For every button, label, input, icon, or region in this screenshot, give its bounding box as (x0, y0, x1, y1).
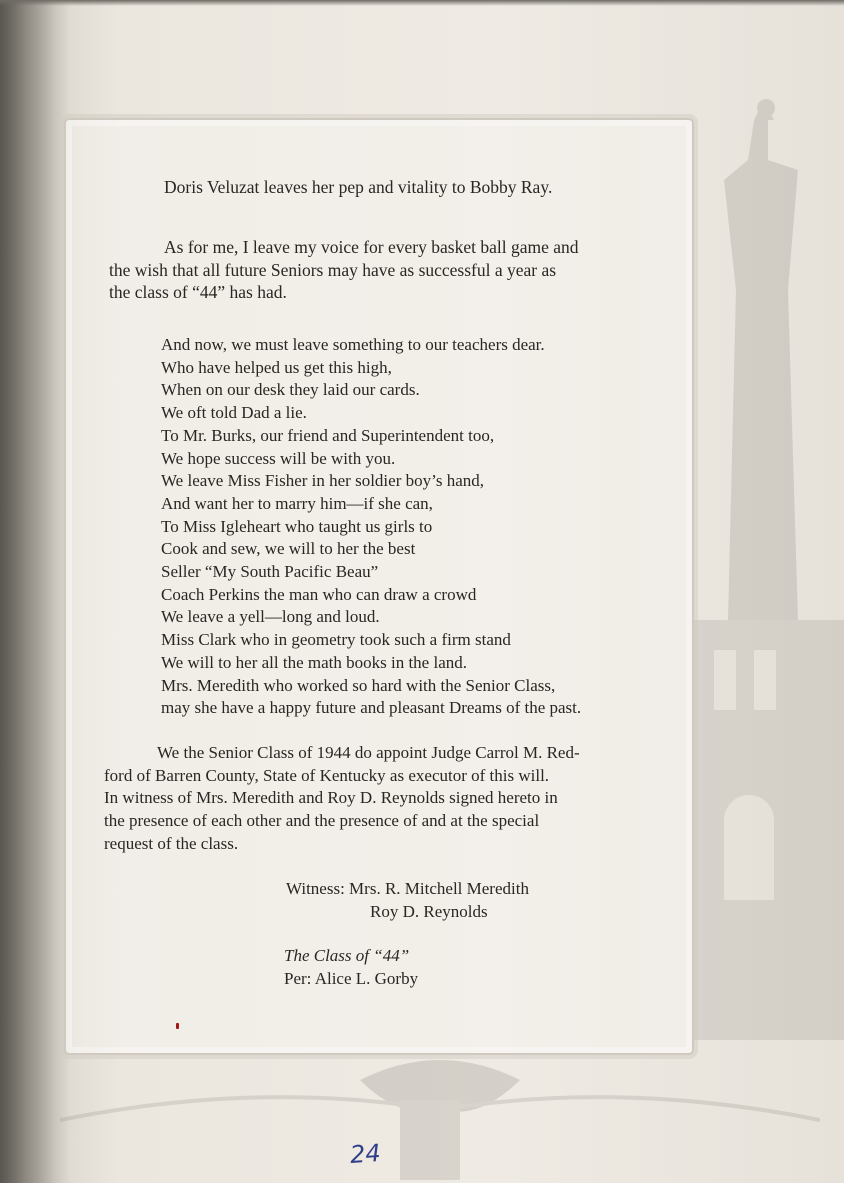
paragraph-line: request of the class. (104, 833, 239, 853)
poem-line: When on our desk they laid our cards. (161, 380, 420, 400)
paragraph-line: the wish that all future Seniors may have as successful a year as (109, 259, 557, 280)
poem-line: Cook and sew, we will to her the best (161, 539, 416, 559)
class-signature-line: The Class of “44” (284, 946, 410, 965)
teachers-poem (161, 334, 581, 720)
doris-veluzat-paragraph (164, 176, 552, 199)
poem-line: And want her to marry him—if she can, (161, 493, 433, 513)
signoff-block (284, 945, 418, 990)
poem-line: may she have a happy future and pleasant Dreams of the past. (161, 698, 582, 718)
poem-line: To Mr. Burks, our friend and Superintendent too, (161, 425, 495, 445)
paragraph-line: In witness of Mrs. Meredith and Roy D. Reynolds signed hereto in (104, 788, 558, 808)
poem-line: We leave a yell—long and loud. (161, 607, 380, 627)
poem-line: We oft told Dad a lie. (161, 403, 307, 423)
poem-line: Coach Perkins the man who can draw a crowd (161, 584, 477, 604)
witness-block (286, 878, 529, 923)
poem-line: To Miss Igleheart who taught us girls to (161, 516, 433, 536)
book-spine-shadow (0, 0, 70, 1183)
voice-bequest-paragraph (109, 236, 579, 304)
witness-line: Roy D. Reynolds (370, 901, 488, 921)
paragraph-line: the class of “44” has had. (109, 282, 287, 302)
poem-line: Seller “My South Pacific Beau” (161, 562, 379, 582)
poem-line: We leave Miss Fisher in her soldier boy’s hand, (161, 471, 484, 491)
paragraph-line: We the Senior Class of 1944 do appoint Judge Carrol M. Red- (157, 743, 580, 762)
per-signature-line: Per: Alice L. Gorby (284, 968, 419, 988)
poem-line: Mrs. Meredith who worked so hard with the Senior Class, (161, 675, 556, 695)
poem-line: We will to her all the math books in the land. (161, 652, 467, 672)
paragraph-line: As for me, I leave my voice for every basket ball game and (164, 237, 579, 257)
paragraph-line: ford of Barren County, State of Kentucky as executor of this will. (104, 765, 550, 785)
paragraph-line: the presence of each other and the presence of and at the special (104, 811, 540, 831)
eagle-emblem-watermark (60, 1040, 820, 1180)
red-ink-mark (176, 1023, 179, 1029)
poem-line: We hope success will be with you. (161, 448, 396, 468)
executor-paragraph (104, 742, 580, 856)
paragraph-line: Doris Veluzat leaves her pep and vitality to Bobby Ray. (164, 177, 553, 197)
witness-line: Witness: Mrs. R. Mitchell Meredith (286, 879, 529, 898)
page-top-edge (0, 0, 844, 6)
poem-line: And now, we must leave something to our teachers dear. (161, 335, 545, 354)
poem-line: Miss Clark who in geometry took such a firm stand (161, 630, 511, 650)
handwritten-page-number: 24 (349, 1138, 382, 1170)
poem-line: Who have helped us get this high, (161, 357, 392, 377)
school-building-watermark (684, 560, 844, 1040)
